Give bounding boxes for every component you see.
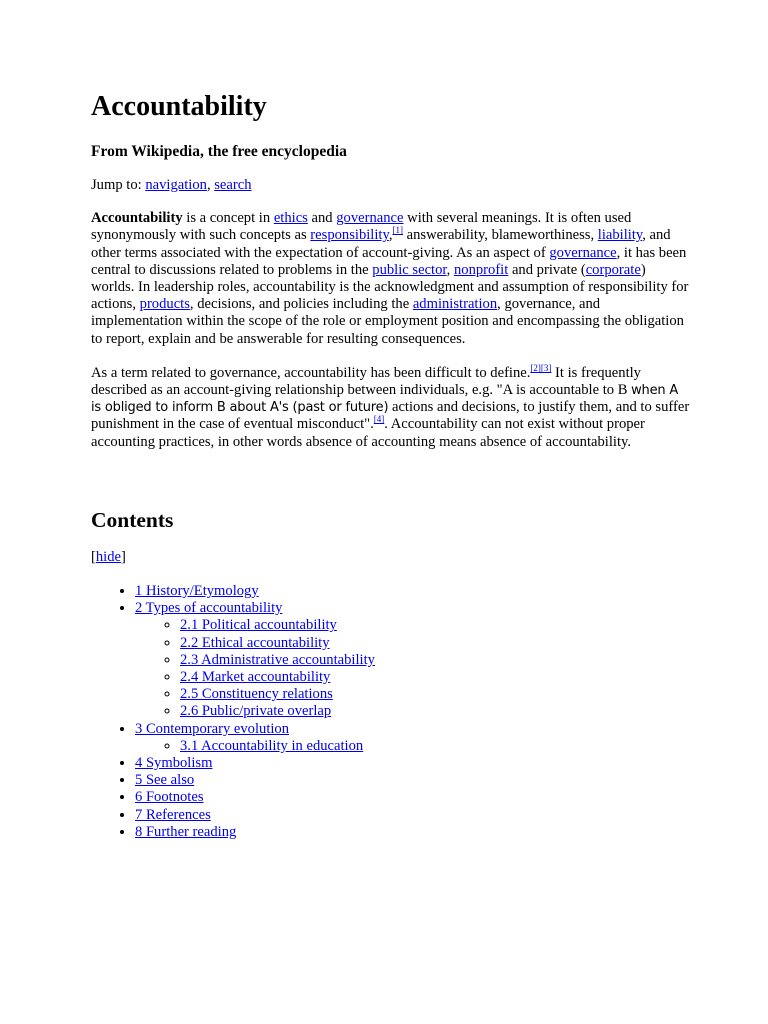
- toc-link[interactable]: 5 See also: [135, 772, 195, 789]
- text: , governance, and implementation within the scope of the role or employment position and encompassing the obligation to report, explain and be answerable for resulting consequences.: [91, 296, 684, 347]
- hide-toc-link[interactable]: hide: [95, 548, 122, 565]
- toc-subitem: [180, 669, 691, 686]
- toc-link[interactable]: 2.3 Administrative accountability: [180, 651, 375, 668]
- toc-subitem: [180, 703, 691, 720]
- jump-separator: ,: [206, 177, 215, 193]
- link-ethics[interactable]: ethics: [273, 210, 308, 227]
- link-products[interactable]: products: [139, 296, 190, 313]
- intro-paragraph: [91, 210, 691, 348]
- toc-link[interactable]: 2.1 Political accountability: [180, 617, 337, 634]
- contents-heading: Contents: [91, 507, 174, 532]
- link-nonprofit[interactable]: nonprofit: [453, 261, 509, 278]
- text: , decisions, and policies including the: [189, 296, 413, 313]
- toc-item: [135, 583, 691, 600]
- reference-4[interactable]: [4]: [373, 414, 385, 425]
- lead-term: Accountability: [91, 210, 183, 227]
- page-subtitle: From Wikipedia, the free encyclopedia: [91, 143, 347, 160]
- text: is a concept in: [182, 210, 274, 227]
- bracket: ]: [121, 548, 126, 565]
- jump-to-bar: [91, 177, 691, 194]
- link-corporate[interactable]: corporate: [585, 261, 641, 278]
- toc-sublist: [135, 617, 691, 720]
- definition-paragraph: [91, 362, 691, 451]
- link-governance-2[interactable]: governance: [549, 244, 617, 261]
- toc-link[interactable]: 2.5 Constituency relations: [180, 686, 333, 703]
- monospace-text: when A is obliged to inform B about A's (past or future): [91, 383, 679, 416]
- toc-subitem: [180, 617, 691, 634]
- toc-link[interactable]: 7 References: [135, 806, 211, 823]
- toc-link[interactable]: 8 Further reading: [135, 823, 237, 840]
- link-public-sector[interactable]: public sector: [372, 261, 447, 278]
- toc-link[interactable]: 2 Types of accountability: [135, 600, 283, 617]
- toc-link[interactable]: 2.4 Market accountability: [180, 669, 331, 686]
- text: It is frequently described as an account-giving relationship between individuals, e.g. "A is accountable to B: [91, 364, 641, 399]
- text: answerability, blameworthiness,: [402, 227, 598, 244]
- article: [91, 88, 691, 841]
- reference-1[interactable]: [1]: [392, 225, 403, 236]
- toc-item: [135, 789, 691, 806]
- table-of-contents: [91, 583, 691, 841]
- text: with several meanings. It is often used synonymously with such concepts as: [91, 210, 632, 244]
- text: , and other terms associated with the expectation of account-giving. As an aspect of: [91, 227, 671, 261]
- jump-navigation-link[interactable]: navigation: [145, 177, 207, 193]
- jump-to-label: Jump to:: [91, 177, 146, 193]
- text: ,: [388, 227, 393, 244]
- text: , it has been central to discussions related to problems in the: [91, 244, 687, 278]
- toc-link[interactable]: 6 Footnotes: [135, 789, 204, 806]
- bracket: [: [91, 548, 96, 565]
- toc-item: [135, 772, 691, 789]
- toc-item: [135, 807, 691, 824]
- toc-link[interactable]: 3 Contemporary evolution: [135, 720, 290, 737]
- toc-subitem: [180, 738, 691, 755]
- toc-sublist: [135, 738, 691, 755]
- reference-2-3[interactable]: [2][3]: [530, 362, 552, 373]
- text: . Accountability can not exist without proper accounting practices, in other words absence of accounting means absence of accountability.: [91, 416, 645, 450]
- jump-search-link[interactable]: search: [214, 177, 252, 193]
- text: actions and decisions, to justify them, and to suffer punishment in the case of eventual misconduct".: [91, 399, 690, 433]
- toc-toggle: [91, 549, 691, 566]
- text: ,: [446, 261, 454, 278]
- toc-link[interactable]: 4 Symbolism: [135, 755, 213, 772]
- toc-subitem: [180, 652, 691, 669]
- toc-subitem: [180, 635, 691, 652]
- toc-link[interactable]: 2.6 Public/private overlap: [180, 703, 332, 720]
- link-liability[interactable]: liability: [597, 227, 643, 244]
- text: and private (: [508, 261, 586, 278]
- toc-item: [135, 755, 691, 772]
- toc-item: [135, 721, 691, 755]
- toc-link[interactable]: 3.1 Accountability in education: [180, 737, 364, 754]
- link-administration[interactable]: administration: [412, 296, 498, 313]
- link-responsibility[interactable]: responsibility: [310, 227, 389, 244]
- link-governance[interactable]: governance: [336, 210, 404, 227]
- text: ) worlds. In leadership roles, accountability is the acknowledgment and assumption of responsibility for actions,: [91, 261, 689, 313]
- page-title: Accountability: [91, 91, 267, 122]
- toc-subitem: [180, 686, 691, 703]
- text: As a term related to governance, accountability has been difficult to define.: [91, 364, 531, 381]
- toc-item: [135, 824, 691, 841]
- toc-item: [135, 600, 691, 720]
- toc-link[interactable]: 1 History/Etymology: [135, 583, 259, 600]
- text: and: [307, 210, 337, 227]
- toc-link[interactable]: 2.2 Ethical accountability: [180, 634, 330, 651]
